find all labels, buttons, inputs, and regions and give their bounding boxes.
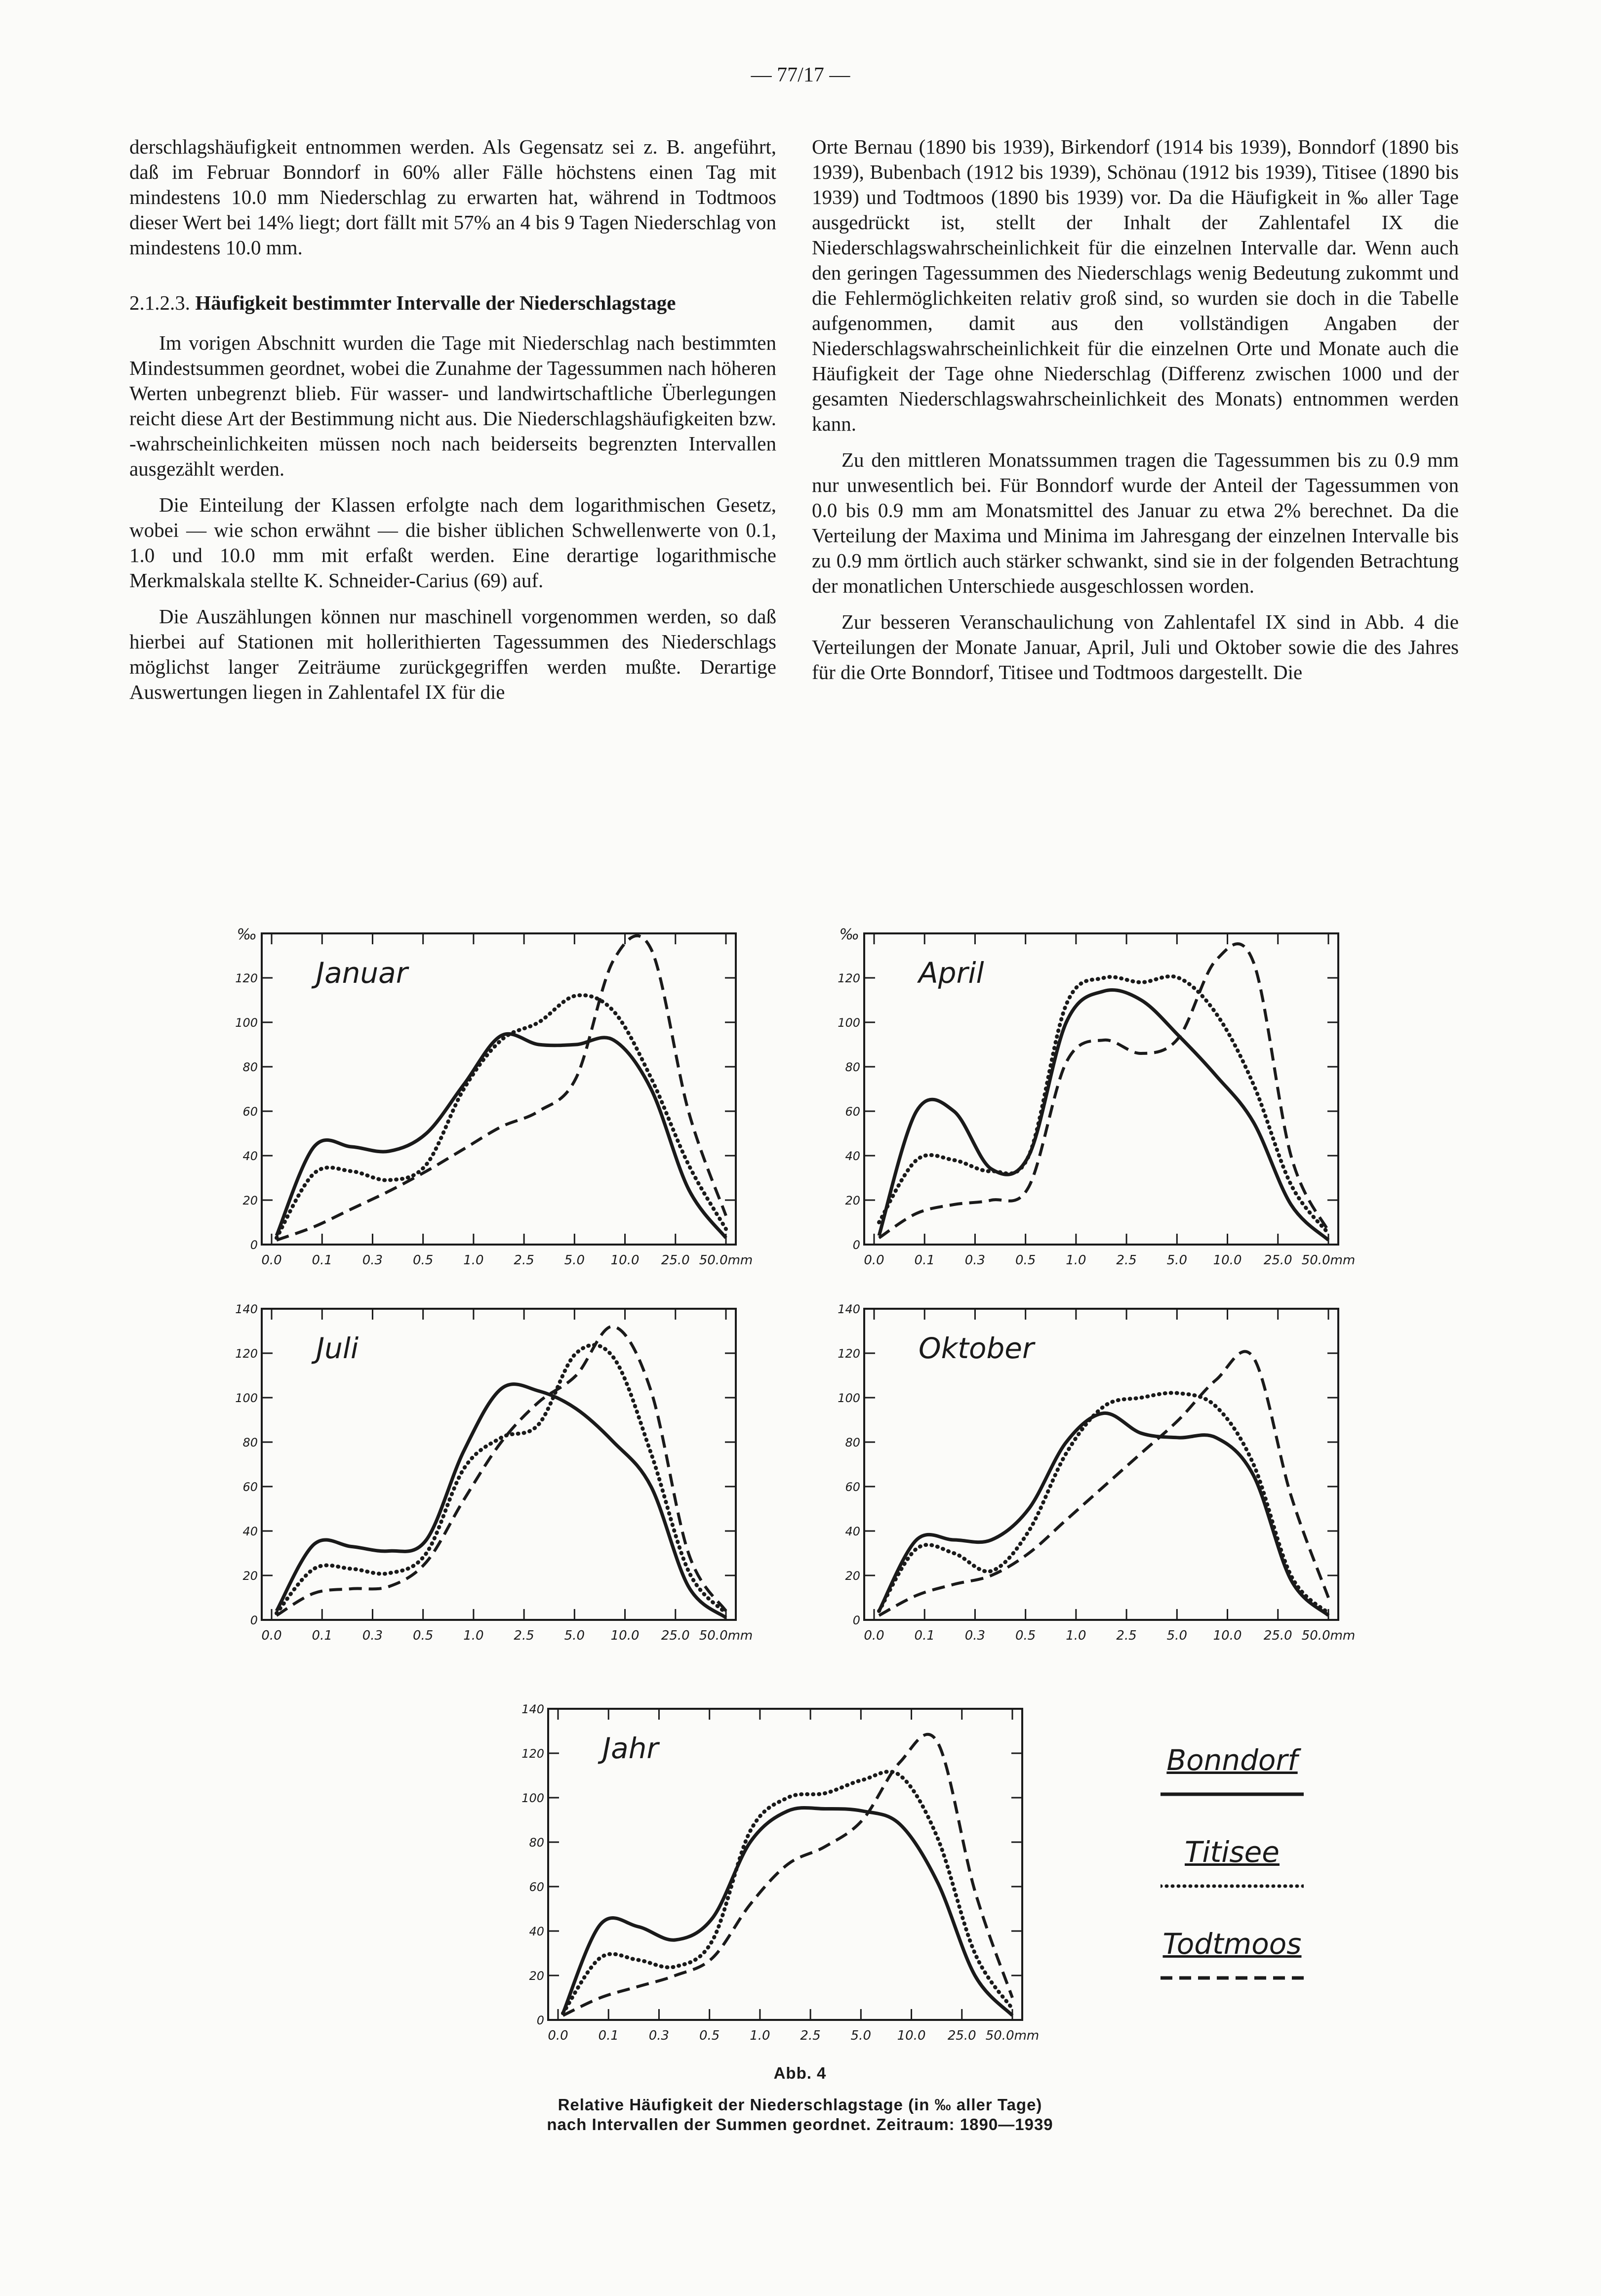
x-tick-label: 25.0 (1263, 1253, 1292, 1268)
x-tick-label: 1.0 (463, 1628, 484, 1643)
left-column (129, 134, 776, 716)
section-title: Häufigkeit bestimmter Intervalle der Niederschlagstage (195, 291, 676, 314)
x-tick-label: 1.0 (1066, 1628, 1086, 1643)
right-paragraph-3: Zur besseren Veranschaulichung von Zahlentafel IX sind in Abb. 4 die Verteilungen der Monate Januar, April, Juli und Oktober sowie die des Jahres für die Orte Bonndorf, Titisee und Todtmoos dargestellt. Die (812, 610, 1459, 684)
y-tick-label: 20 (845, 1569, 860, 1583)
x-tick-label: 0.3 (362, 1628, 383, 1643)
legend-line-dotted (1161, 1883, 1304, 1890)
y-tick-label: 60 (242, 1480, 258, 1494)
section-number: 2.1.2.3. (129, 291, 190, 314)
left-paragraph-3: Die Einteilung der Klassen erfolgte nach dem logarithmischen Gesetz, wobei — wie schon erwähnt — die bisher üblichen Schwellenwerte von 0.1, 1.0 und 10.0 mm mit erfaßt werden. Eine derartige logarithmische Merkmalskala stellte K. Schneider-Carius (69) auf. (129, 493, 776, 592)
x-tick-label: 50.0mm (699, 1628, 753, 1643)
x-tick-label: 0.1 (914, 1253, 935, 1268)
y-tick-label: 60 (845, 1105, 860, 1119)
series-line-titisee (879, 1393, 1328, 1613)
figure-caption (346, 2063, 1254, 2135)
series-line-bonndorf (563, 1808, 1012, 2015)
x-tick-label: 50.0mm (1301, 1628, 1356, 1643)
y-tick-label: 100 (838, 1016, 860, 1030)
x-tick-label: 10.0 (897, 2028, 926, 2043)
y-tick-label: 60 (529, 1880, 544, 1894)
x-tick-label: 1.0 (1066, 1253, 1086, 1268)
x-tick-label: 0.0 (864, 1628, 884, 1643)
x-tick-label: 50.0mm (1301, 1253, 1356, 1268)
legend-item-bonndorf (1151, 1743, 1314, 1835)
x-tick-label: 5.0 (564, 1253, 585, 1268)
x-tick-label: 10.0 (610, 1628, 640, 1643)
chart-jahr (504, 1702, 1040, 2050)
chart-title: April (919, 956, 984, 990)
y-tick-label: 0 (852, 1613, 860, 1627)
figure-label: Abb. 4 (773, 2064, 827, 2082)
x-tick-label: 0.5 (412, 1628, 434, 1643)
chart-juli (217, 1304, 751, 1650)
y-tick-label: 40 (845, 1149, 860, 1163)
chart-title: Januar (316, 956, 408, 990)
y-tick-label: 100 (235, 1391, 258, 1405)
x-tick-label: 0.0 (261, 1628, 282, 1643)
y-tick-label: 80 (242, 1436, 258, 1450)
y-tick-label: 40 (242, 1525, 258, 1538)
legend-line-solid (1161, 1791, 1304, 1798)
x-tick-label: 25.0 (1263, 1628, 1292, 1643)
y-tick-label: 20 (529, 1969, 544, 1983)
series-line-bonndorf (277, 1034, 726, 1238)
x-tick-label: 0.0 (864, 1253, 884, 1268)
x-tick-label: 1.0 (750, 2028, 770, 2043)
chart-januar (217, 928, 751, 1274)
x-tick-label: 25.0 (661, 1253, 690, 1268)
x-tick-label: 5.0 (1166, 1253, 1188, 1268)
chart-title: Oktober (919, 1331, 1034, 1365)
x-tick-label: 0.1 (312, 1628, 332, 1643)
x-tick-label: 25.0 (661, 1628, 690, 1643)
right-column (812, 134, 1459, 696)
x-tick-label: 0.5 (1015, 1628, 1036, 1643)
y-tick-label: 120 (235, 1347, 258, 1361)
x-tick-label: 0.3 (964, 1628, 986, 1643)
y-tick-label: 60 (242, 1105, 258, 1119)
y-tick-label: 120 (235, 971, 258, 985)
chart-title: Jahr (602, 1732, 659, 1765)
x-tick-label: 0.3 (362, 1253, 383, 1268)
x-tick-label: 2.5 (800, 2028, 821, 2043)
x-tick-label: 50.0mm (699, 1253, 753, 1268)
legend-item-todtmoos (1151, 1927, 1314, 2019)
series-line-titisee (277, 1345, 726, 1613)
y-tick-label: 60 (845, 1480, 860, 1494)
y-tick-label: 20 (242, 1194, 258, 1208)
x-tick-label: 5.0 (564, 1628, 585, 1643)
legend-line-dashed (1161, 1974, 1304, 1981)
x-tick-label: 0.1 (598, 2028, 619, 2043)
series-line-bonndorf (879, 1413, 1328, 1615)
x-tick-label: 25.0 (947, 2028, 976, 2043)
left-paragraph-1: derschlagshäufigkeit entnommen werden. Als Gegensatz sei z. B. angeführt, daß im Februar Bonndorf in 60% aller Fälle höchstens einen Tag mit mindestens 10.0 mm Niederschlag zu erwarten hat, während in Todtmoos dieser Wert bei 14% liegt; dort fällt mit 57% an 4 bis 9 Tagen Niederschlag von mindestens 10.0 mm. (129, 135, 776, 259)
y-tick-label: 80 (845, 1436, 860, 1450)
chart-legend (1151, 1743, 1314, 2019)
x-tick-label: 0.0 (548, 2028, 568, 2043)
y-tick-label: 140 (838, 1302, 860, 1316)
chart-oktober (820, 1302, 1356, 1650)
x-tick-label: 0.5 (1015, 1253, 1036, 1268)
y-tick-label: 120 (838, 1347, 860, 1361)
series-line-titisee (563, 1772, 1012, 2013)
right-paragraph-2: Zu den mittleren Monatssummen tragen die Tagessummen bis zu 0.9 mm nur unwesentlich bei. Für Bonndorf wurde der Anteil der Tagessummen von 0.0 bis 0.9 mm am Monatsmittel des Januar zu etwa 2% berechnet. Da die Verteilung der Maxima und Minima im Jahresgang der einzelnen Intervalle bis zu 0.9 mm örtlich auch stärker schwankt, sind sie in der folgenden Betrachtung der monatlichen Unterschiede ausgeschlossen worden. (812, 448, 1459, 597)
chart-title: Juli (316, 1331, 359, 1365)
y-tick-label: 0 (250, 1613, 258, 1627)
x-tick-label: 0.1 (312, 1253, 332, 1268)
x-tick-label: 0.3 (648, 2028, 670, 2043)
x-tick-label: 2.5 (514, 1253, 534, 1268)
y-tick-label: 100 (235, 1016, 258, 1030)
left-paragraph-4: Die Auszählungen können nur maschinell vorgenommen werden, so daß hierbei auf Stationen mit hollerithierten Tagessummen des Niederschlags möglichst langer Zeiträume zurückgegriffen werden mußte. Derartige Auswertungen liegen in Zahlentafel IX für die (129, 605, 776, 703)
y-tick-label: 80 (242, 1060, 258, 1074)
x-tick-label: 0.1 (914, 1628, 935, 1643)
y-tick-label: 120 (838, 971, 860, 985)
x-tick-label: 10.0 (610, 1253, 640, 1268)
x-tick-label: 5.0 (1166, 1628, 1188, 1643)
x-tick-label: 0.5 (412, 1253, 434, 1268)
legend-item-titisee (1151, 1835, 1314, 1927)
y-tick-label: 120 (521, 1747, 544, 1761)
left-paragraph-2: Im vorigen Abschnitt wurden die Tage mit Niederschlag nach bestimmten Mindestsummen geordnet, wobei die Zunahme der Tagessummen nach höheren Werten unbegrenzt blieb. Für wasser- und landwirtschaftliche Überlegungen reicht diese Art der Bestimmung nicht aus. Die Niederschlagshäufigkeiten bzw. -wahrscheinlichkeiten müssen noch nach beiderseits begrenzten Intervallen ausgezählt werden. (129, 331, 776, 480)
legend-label-bonndorf: Bonndorf (1166, 1743, 1298, 1777)
y-tick-label: 20 (845, 1194, 860, 1208)
y-tick-label: 140 (235, 1302, 258, 1316)
y-tick-label: 0 (536, 2014, 544, 2027)
y-axis-unit: ‰ (237, 926, 257, 943)
y-tick-label: 0 (852, 1238, 860, 1252)
x-tick-label: 10.0 (1213, 1628, 1242, 1643)
y-tick-label: 140 (521, 1702, 544, 1716)
y-tick-label: 0 (250, 1238, 258, 1252)
x-tick-label: 5.0 (850, 2028, 872, 2043)
x-tick-label: 0.5 (699, 2028, 720, 2043)
y-tick-label: 100 (838, 1391, 860, 1405)
legend-label-todtmoos: Todtmoos (1162, 1927, 1302, 1961)
x-tick-label: 2.5 (1116, 1628, 1137, 1643)
series-line-titisee (277, 995, 726, 1238)
x-tick-label: 0.0 (261, 1253, 282, 1268)
caption-line-2: nach Intervallen der Summen geordnet. Zeitraum: 1890—1939 (547, 2115, 1053, 2134)
series-line-todtmoos (277, 1327, 726, 1615)
y-tick-label: 40 (845, 1525, 860, 1538)
y-tick-label: 40 (529, 1925, 544, 1938)
x-tick-label: 50.0mm (985, 2028, 1040, 2043)
x-tick-label: 0.3 (964, 1253, 986, 1268)
legend-label-titisee: Titisee (1185, 1835, 1280, 1869)
chart-april (820, 926, 1356, 1274)
section-heading (129, 291, 776, 315)
y-tick-label: 80 (529, 1836, 544, 1850)
x-tick-label: 1.0 (463, 1253, 484, 1268)
series-line-bonndorf (879, 990, 1328, 1240)
x-tick-label: 2.5 (1116, 1253, 1137, 1268)
page-number: — 77/17 — (751, 64, 850, 86)
y-tick-label: 40 (242, 1149, 258, 1163)
y-tick-label: 80 (845, 1060, 860, 1074)
x-tick-label: 2.5 (514, 1628, 534, 1643)
y-tick-label: 100 (521, 1791, 544, 1805)
series-line-todtmoos (563, 1734, 1012, 2015)
x-tick-label: 10.0 (1213, 1253, 1242, 1268)
y-tick-label: 20 (242, 1569, 258, 1583)
y-axis-unit: ‰ (839, 926, 859, 943)
right-paragraph-1: Orte Bernau (1890 bis 1939), Birkendorf (1914 bis 1939), Bonndorf (1890 bis 1939), Bubenbach (1912 bis 1939), Schönau (1912 bis 1939), Titisee (1890 bis 1939) und Todtmoos (1890 bis 1939) vor. Da die Häufigkeit in ‰ aller Tage ausgedrückt ist, stellt der Inhalt der Zahlentafel IX die Niederschlagswahrscheinlichkeit für die einzelnen Intervalle dar. Wenn auch den geringen Tagessummen des Niederschlags wenig Bedeutung zukommt und die Fehlermöglichkeiten relativ groß sind, so wurden sie doch in die Tabelle aufgenommen, damit aus den vollständigen Angaben der Niederschlagswahrscheinlichkeit für die einzelnen Orte und Monate auch die Häufigkeit der Tage ohne Niederschlag (Differenz zwischen 1000 und der gesamten Niederschlagswahrscheinlichkeit des Monats) entnommen werden kann. (812, 135, 1459, 435)
caption-line-1: Relative Häufigkeit der Niederschlagstage (in ‰ aller Tage) (558, 2095, 1042, 2114)
